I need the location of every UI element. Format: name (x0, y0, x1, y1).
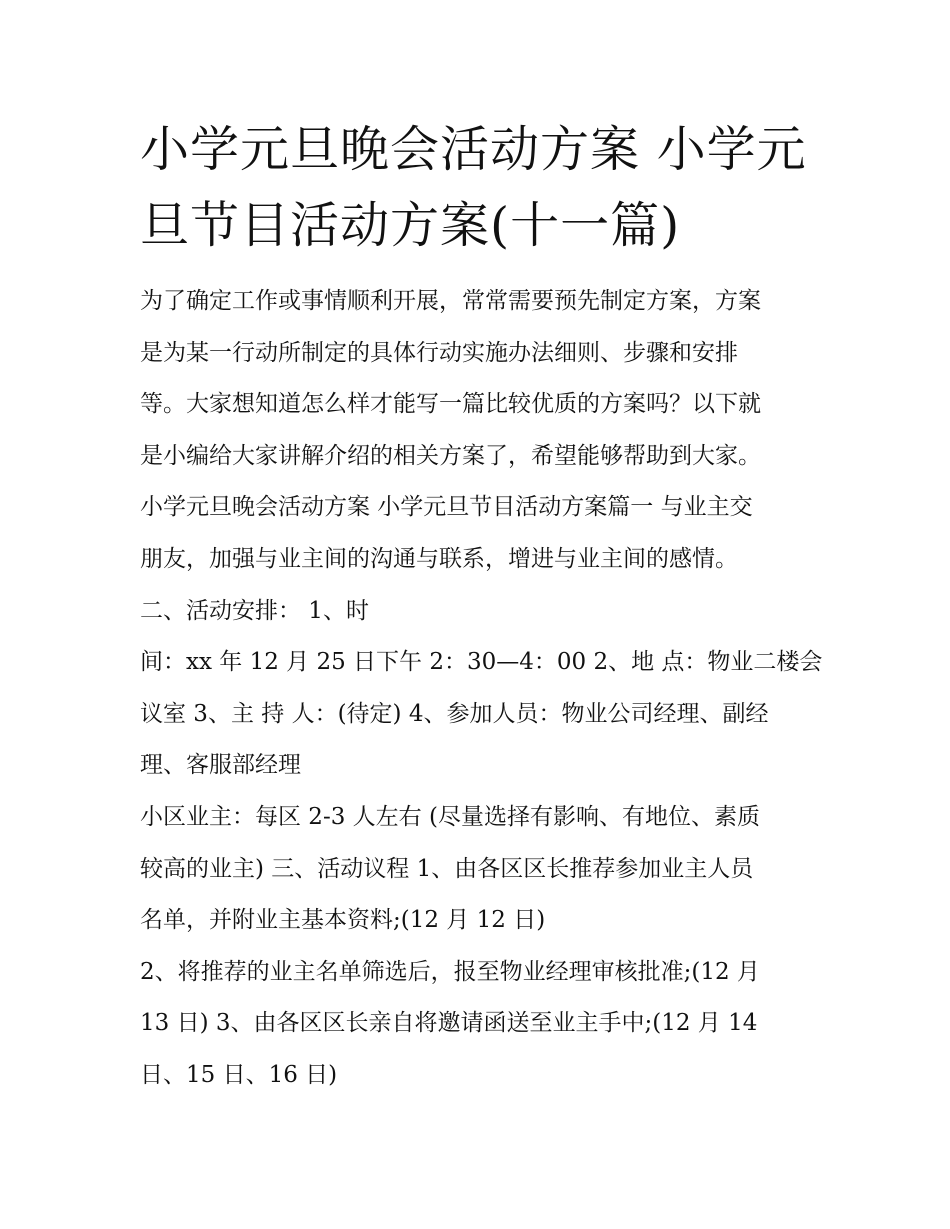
body-line: 小学元旦晚会活动方案 小学元旦节目活动方案篇一 与业主交 (140, 494, 753, 521)
title-line-2: 旦节目活动方案(十一篇) (140, 197, 681, 254)
body-line: 名单，并附业主基本资料;(12 月 12 日) (140, 907, 546, 934)
body-line: 间：xx 年 12 月 25 日下午 2：30—4：00 2、地 点：物业二楼会 (140, 649, 823, 676)
body-line: 朋友，加强与业主间的沟通与联系，增进与业主间的感情。 (140, 545, 738, 572)
body-line: 较高的业主) 三、活动议程 1、由各区区长推荐参加业主人员 (140, 855, 754, 882)
body-line: 议室 3、主 持 人：(待定) 4、参加人员：物业公司经理、副经 (140, 700, 769, 727)
body-line: 是为某一行动所制定的具体行动实施办法细则、步骤和安排 (140, 339, 738, 366)
body-line: 是小编给大家讲解介绍的相关方案了，希望能够帮助到大家。 (140, 442, 761, 469)
document-body (140, 276, 830, 1102)
body-line: 2、将推荐的业主名单筛选后，报至物业经理审核批准;(12 月 (140, 958, 760, 985)
title-line-1: 小学元旦晚会活动方案 小学元 (140, 121, 807, 178)
body-line: 13 日) 3、由各区区长亲自将邀请函送至业主手中;(12 月 14 (140, 1010, 758, 1037)
body-line: 等。大家想知道怎么样才能写一篇比较优质的方案吗？以下就 (140, 391, 761, 418)
body-line: 理、客服部经理 (140, 752, 301, 779)
body-line: 小区业主：每区 2-3 人左右 (尽量选择有影响、有地位、素质 (140, 803, 760, 830)
body-line: 日、15 日、16 日) (140, 1061, 338, 1088)
body-line: 为了确定工作或事情顺利开展，常常需要预先制定方案，方案 (140, 288, 761, 314)
body-line: 二、活动安排： 1、时 (140, 597, 369, 624)
document-title (140, 112, 830, 264)
